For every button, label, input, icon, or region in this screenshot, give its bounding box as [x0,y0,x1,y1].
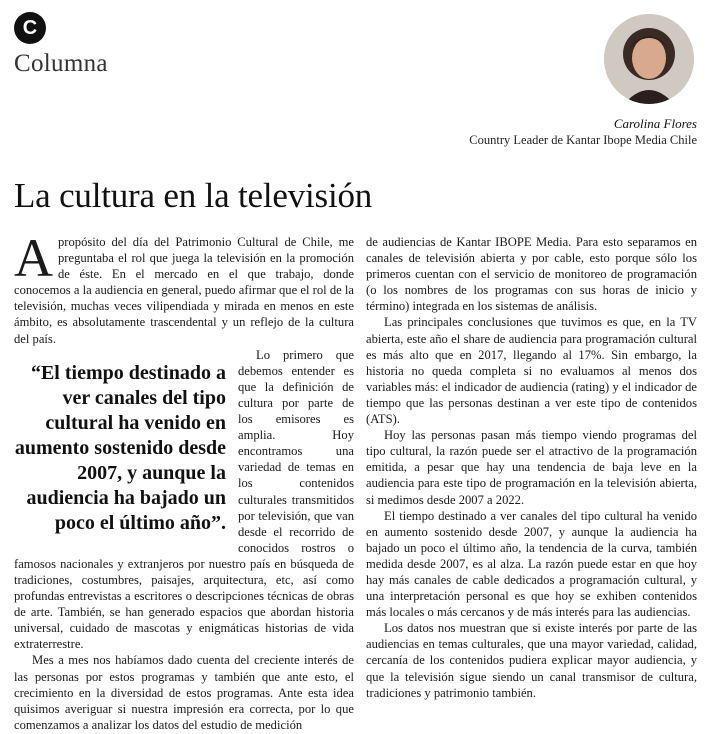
paragraph: de audiencias de Kantar IBOPE Media. Para esto separamos en canales de televisión abierta y por cable, esto porque sólo los primeros cuentan con el servicio de monitoreo de programación (o los nombres de los programas con sus horas de inicio y término) integrada en los sistemas de análisis. [366,235,697,314]
author-photo [604,14,694,104]
pull-quote: “El tiempo destinado a ver canales del tipo cultural ha venido en aumento sostenido desde 2007, y aunque la audiencia ha bajado un poco el último año”. [14,361,226,534]
column-badge: C [14,12,46,44]
paragraph: Los datos nos muestran que si existe interés por parte de las audiencias en temas culturales, que una mayor variedad, calidad, cercanía de los contenidos pudiera explicar mayor audiencia, y que la televisión sigue siendo un canal transmisor de cultura, tradiciones y patrimonio también. [366,621,697,700]
paragraph: Mes a mes nos habíamos dado cuenta del creciente interés de las personas por estos programas y también que ante esto, el crecimiento en la diversidad de estos programas. Ante esta idea quisimos averiguar si nuestra impresión era correcta, por lo que comenzamos a analizar los datos del estudio de medición [14,653,354,732]
author-role: Country Leader de Kantar Ibope Media Chile [469,133,697,147]
article-title: La cultura en la televisión [14,176,373,215]
paragraph: Hoy las personas pasan más tiempo viendo programas del tipo cultural, la razón puede ser el atractivo de la programación emitida, a pesar que hay una tendencia de baja leve en la audiencia para este tipo de programación en la televisión abierta, si medimos desde 2007 a 2022. [366,428,697,507]
paragraph: Las principales conclusiones que tuvimos es que, en la TV abierta, este año el share de audiencia para programación cultural es más alto que en 2017, llegando al 17%. Sin embargo, la historia no queda completa si no evaluamos al menos dos variables más: el indicador de audiencia (rating) y el indicador de tiempo que las personas destinan a ver este tipo de contenidos (ATS). [366,315,697,427]
dropcap: A [14,228,53,288]
article-column-2 [366,234,697,701]
author-name: Carolina Flores [613,116,697,131]
paragraph: El tiempo destinado a ver canales del tipo cultural ha venido en aumento sostenido desde 2007, y aunque la audiencia ha bajado un poco el último año, la tendencia de la curva, también medida desde 2007, es al alza. La razón puede estar en que hoy hay más canales de cable dedicados a programación cultural, y una interpretación personal es que hoy se exhiben contenidos más locales o más cercanos y de más interés para las audiencias. [366,508,697,620]
author-portrait-image [604,14,694,104]
section-label: Columna [14,50,108,77]
article-column-1 [14,228,354,733]
paragraph: Lo primero que debemos entender es que la definición de cultura por parte de los emisores es amplia. Hoy encontramos una variedad de temas en los contenidos culturales transmitidos por televisión, que van desde el recorrido de conocidos rostros o famosos nacionales y extranjeros por nuestro país en búsqueda de tradiciones, costumbres, paisajes, arquitectura, etc, así como profundas entrevistas a escritores o descripciones técnicas de obras de arte. También, se han generado espacios que abordan historia universal, cuidado de mascotas y enigmáticas historias de vida extraterrestre. [14,347,354,652]
paragraph: Apropósito del día del Patrimonio Cultural de Chile, me preguntaba el rol que juega la televisión en la promoción de éste. En el mercado en el que trabajo, donde conocemos a la audiencia en general, puedo afirmar que el rol de la televisión, muchas veces vilipendiada y mirada en menos en este ámbito, es absolutamente trascendental y un reflejo de la cultura del país. [14,228,354,346]
